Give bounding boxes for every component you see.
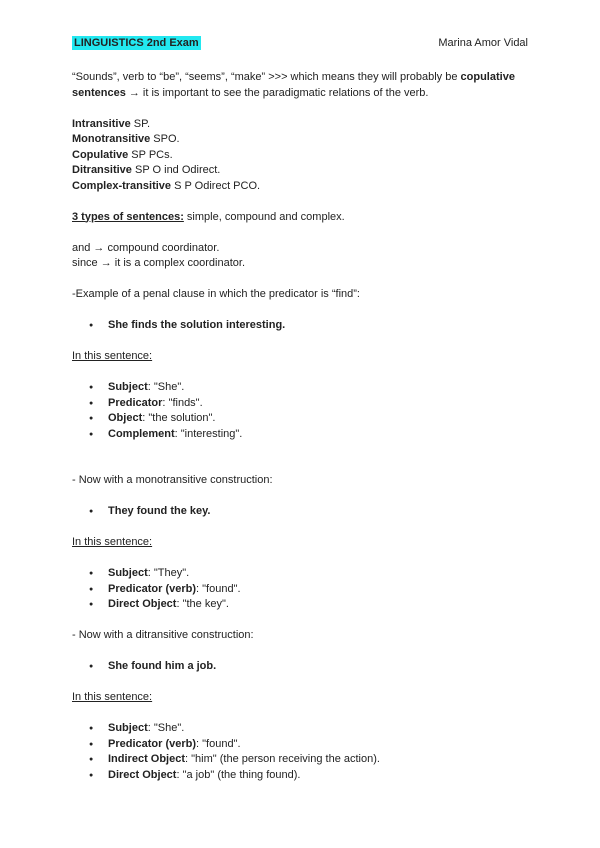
analysis-term: Predicator: [108, 396, 163, 409]
verb-type-desc: SP PCs.: [128, 148, 173, 161]
analysis-term: Direct Object: [108, 598, 177, 610]
intro-paragraph: [72, 70, 528, 101]
verb-type-term: Monotransitive: [72, 133, 151, 145]
document-title: LINGUISTICS 2nd Exam: [74, 37, 199, 49]
verb-type-desc: S P Odirect PCO.: [171, 179, 261, 192]
analysis-item: ● Subject: "They".: [72, 566, 528, 582]
verb-type-line: [72, 148, 528, 164]
analysis-item: ● Direct Object: "the key".: [72, 597, 528, 613]
verb-type-desc: SPO.: [150, 133, 180, 145]
analysis-list: [72, 566, 528, 613]
verb-type-term: Ditransitive: [72, 164, 132, 176]
verb-type-line: [72, 163, 528, 179]
coordinator-line: and → compound coordinator.: [72, 241, 220, 254]
example-sentence: [72, 659, 528, 675]
analysis-list: [72, 380, 528, 442]
example-intro: - Now with a monotransitive construction:: [72, 474, 273, 486]
intro-bold-term: copulative sentences: [72, 71, 515, 99]
analysis-label: In this sentence:: [72, 691, 153, 703]
analysis-value: "found".: [202, 737, 241, 750]
analysis-label: In this sentence:: [72, 350, 153, 362]
analysis-label: In this sentence:: [72, 536, 153, 548]
verb-type-desc: SP O ind Odirect.: [131, 164, 221, 176]
analysis-term: Complement: [108, 427, 175, 440]
analysis-value: "found".: [202, 582, 241, 595]
analysis-item: ● Predicator (verb): "found".: [72, 737, 528, 753]
analysis-term: Predicator (verb): [108, 737, 197, 750]
analysis-value: "She".: [153, 381, 185, 393]
analysis-value: "the solution".: [148, 412, 216, 424]
author-name: Marina Amor Vidal: [438, 37, 528, 49]
verb-type-term: Intransitive: [72, 117, 131, 130]
analysis-value: "him" (the person receiving the action).: [191, 753, 380, 765]
analysis-item: ● Direct Object: "a job" (the thing found).: [72, 768, 528, 784]
analysis-value: "finds".: [168, 396, 203, 409]
analysis-item: ● Complement: "interesting".: [72, 427, 528, 443]
document-header: [72, 36, 528, 50]
example-sentence-list: [72, 318, 528, 334]
analysis-item: ● Predicator: "finds".: [72, 396, 528, 412]
analysis-value: "She".: [153, 722, 185, 734]
verb-type-line: [72, 132, 528, 148]
sentence-types-label: 3 types of sentences:: [72, 210, 184, 223]
analysis-value: "They".: [153, 567, 190, 579]
document-page: [72, 36, 528, 783]
verb-type-line: [72, 117, 528, 133]
analysis-item: ● Subject: "She".: [72, 721, 528, 737]
example-sentence: [72, 504, 528, 520]
coordinator-line: since → it is a complex coordinator.: [72, 257, 246, 269]
sentence-types-text: simple, compound and complex.: [183, 210, 345, 223]
analysis-term: Subject: [108, 381, 148, 393]
analysis-term: Subject: [108, 567, 148, 579]
example-sentence-text: She finds the solution interesting.: [108, 319, 286, 331]
example-sentence: [72, 318, 528, 334]
analysis-list: [72, 721, 528, 783]
analysis-value: "a job" (the thing found).: [182, 768, 301, 781]
example-sentence-list: [72, 504, 528, 520]
analysis-term: Direct Object: [108, 768, 177, 781]
analysis-term: Predicator (verb): [108, 582, 197, 595]
analysis-item: ● Object: "the solution".: [72, 411, 528, 427]
analysis-value: "interesting".: [180, 427, 243, 440]
analysis-term: Indirect Object: [108, 753, 186, 765]
verb-type-term: Complex-transitive: [72, 179, 172, 192]
analysis-term: Subject: [108, 722, 148, 734]
verb-type-term: Copulative: [72, 148, 129, 161]
example-sentence-text: She found him a job.: [108, 660, 217, 672]
verb-type-line: [72, 179, 528, 195]
example-sentence-list: [72, 659, 528, 675]
analysis-item: ● Subject: "She".: [72, 380, 528, 396]
intro-text: “Sounds”, verb to “be”, “seems”, “make” >>> which means they will probably be: [72, 71, 461, 83]
intro-text-end: → it is important to see the paradigmatic relations of the verb.: [125, 86, 429, 99]
analysis-item: ● Indirect Object: "him" (the person receiving the action).: [72, 752, 528, 768]
example-intro: - Now with a ditransitive construction:: [72, 629, 254, 641]
verb-type-desc: SP.: [130, 117, 151, 130]
analysis-value: "the key".: [182, 598, 229, 610]
sentence-types-line: [72, 210, 528, 226]
example-sentence-text: They found the key.: [108, 505, 211, 517]
example-intro: -Example of a penal clause in which the predicator is “find”:: [72, 288, 360, 300]
analysis-term: Object: [108, 412, 143, 424]
verb-types-list: [72, 117, 528, 195]
analysis-item: ● Predicator (verb): "found".: [72, 582, 528, 598]
